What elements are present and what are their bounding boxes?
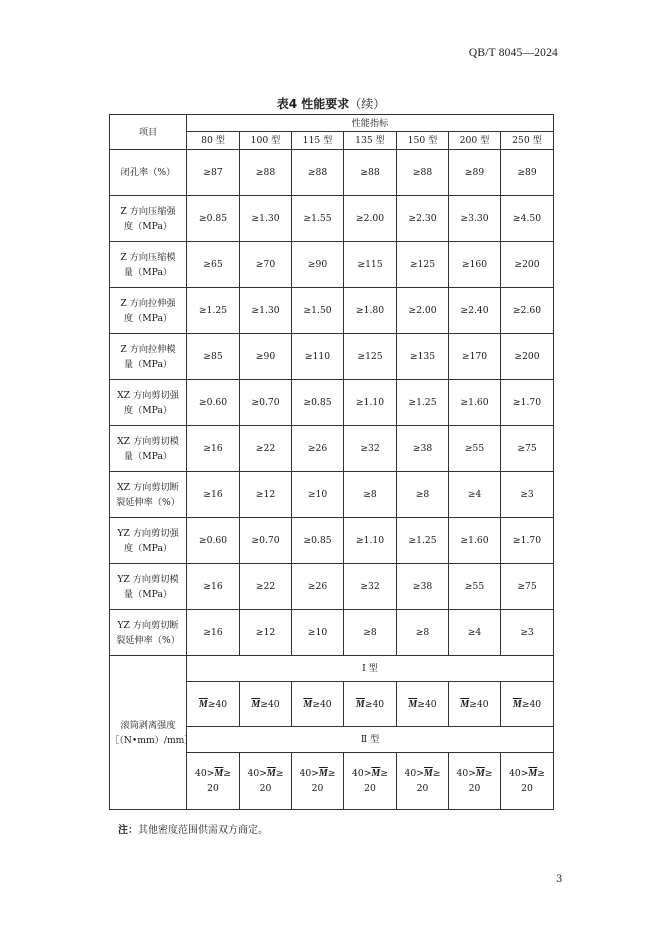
table-cell: ≥1.25 xyxy=(397,380,449,426)
table-cell: ≥0.60 xyxy=(187,380,240,426)
table-cell: ≥2.30 xyxy=(397,196,449,242)
header-row-group xyxy=(110,115,554,132)
table-cell: ≥90 xyxy=(292,242,344,288)
table-cell: ≥3.30 xyxy=(449,196,501,242)
peel-type2-cell xyxy=(501,753,554,810)
row-label-line: 量（MPa） xyxy=(123,588,173,600)
table-cell: ≥1.30 xyxy=(240,288,292,334)
table-cell: ≥0.70 xyxy=(240,380,292,426)
column-header: 115 型 xyxy=(292,132,344,150)
table-cell: ≥4 xyxy=(449,610,501,656)
peel-type2-cell xyxy=(187,753,240,810)
table-cell: ≥32 xyxy=(344,564,397,610)
peel-type2-rel: ≥ xyxy=(432,768,441,779)
standard-code: QB/T 8045—2024 xyxy=(468,47,558,59)
row-label-line: Z 方向压缩模 xyxy=(120,251,176,263)
note-text: 其他密度范围供需双方商定。 xyxy=(138,825,268,836)
peel-type2-low: 20 xyxy=(259,783,272,794)
peel-type2-prefix: 40> xyxy=(352,768,372,779)
table-cell: ≥2.60 xyxy=(501,288,554,334)
table-cell: ≥1.70 xyxy=(501,518,554,564)
table-cell: ≥70 xyxy=(240,242,292,288)
item-header: 项目 xyxy=(110,115,187,150)
table-cell: ≥0.85 xyxy=(292,518,344,564)
table-cell: ≥3 xyxy=(501,472,554,518)
row-label-line: 量（MPa） xyxy=(123,266,173,278)
table-note xyxy=(118,821,268,836)
mean-m-symbol: $\overline{M}$ xyxy=(475,768,485,779)
row-label-line: 闭孔率（%） xyxy=(120,167,176,178)
table-row xyxy=(110,564,554,610)
table-title-main: 表4 性能要求 xyxy=(276,97,350,111)
mean-m-symbol: $\overline{M}$ xyxy=(528,768,538,779)
table-cell: ≥90 xyxy=(240,334,292,380)
table-cell: ≥8 xyxy=(344,610,397,656)
row-label xyxy=(110,288,187,334)
table-cell: ≥12 xyxy=(240,472,292,518)
page-number: 3 xyxy=(556,874,563,885)
table-cell: ≥16 xyxy=(187,564,240,610)
table-row xyxy=(110,380,554,426)
row-label xyxy=(110,334,187,380)
row-label-line: 度（MPa） xyxy=(123,542,173,554)
table-cell: ≥32 xyxy=(344,426,397,472)
peel-type1-cell xyxy=(397,682,449,727)
peel-type2-rel: ≥ xyxy=(327,768,336,779)
table-cell: ≥4.50 xyxy=(501,196,554,242)
table-cell: ≥1.60 xyxy=(449,518,501,564)
table-row xyxy=(110,196,554,242)
column-header: 250 型 xyxy=(501,132,554,150)
peel-type1-value: ≥40 xyxy=(312,698,332,710)
peel-type2-rel: ≥ xyxy=(484,768,493,779)
table-cell: ≥135 xyxy=(397,334,449,380)
peel-type2-low: 20 xyxy=(311,783,324,794)
peel-type2-rel: ≥ xyxy=(537,768,545,779)
performance-table xyxy=(109,114,554,810)
mean-m-symbol: $\overline{M}$ xyxy=(198,698,208,710)
peel-type2-prefix: 40> xyxy=(299,768,319,779)
row-label-line: XZ 方向剪切强 xyxy=(117,389,179,401)
mean-m-symbol: $\overline{M}$ xyxy=(355,698,365,710)
mean-m-symbol: $\overline{M}$ xyxy=(512,698,522,710)
table-cell: ≥2.00 xyxy=(397,288,449,334)
table-cell: ≥38 xyxy=(397,426,449,472)
table-cell: ≥110 xyxy=(292,334,344,380)
table-cell: ≥0.85 xyxy=(292,380,344,426)
table-title-continued: （续） xyxy=(349,97,386,111)
table-cell: ≥2.40 xyxy=(449,288,501,334)
table-row xyxy=(110,518,554,564)
peel-type1-cell xyxy=(449,682,501,727)
peel-type1-value: ≥40 xyxy=(417,698,437,710)
table-cell: ≥55 xyxy=(449,564,501,610)
table-row xyxy=(110,288,554,334)
table-cell: ≥160 xyxy=(449,242,501,288)
peel-type1-value: ≥40 xyxy=(469,698,489,710)
mean-m-symbol: $\overline{M}$ xyxy=(423,768,433,779)
table-row xyxy=(110,150,554,196)
row-label-line: 度（MPa） xyxy=(123,404,173,416)
peel-type2-cell xyxy=(240,753,292,810)
row-label-line: Z 方向拉伸模 xyxy=(120,343,176,355)
table-cell: ≥75 xyxy=(501,564,554,610)
table-cell: ≥200 xyxy=(501,334,554,380)
peel-type1-cell xyxy=(501,682,554,727)
row-label-line: XZ 方向剪切模 xyxy=(117,435,179,447)
peel-type2-cell xyxy=(449,753,501,810)
row-label-line: Z 方向拉伸强 xyxy=(120,297,176,309)
table-cell: ≥75 xyxy=(501,426,554,472)
row-label xyxy=(110,472,187,518)
table-cell: ≥170 xyxy=(449,334,501,380)
row-label-line: 量（MPa） xyxy=(123,358,173,370)
row-label xyxy=(110,518,187,564)
table-row xyxy=(110,334,554,380)
table-cell: ≥1.30 xyxy=(240,196,292,242)
table-cell: ≥1.10 xyxy=(344,518,397,564)
table-cell: ≥1.60 xyxy=(449,380,501,426)
table-cell: ≥1.10 xyxy=(344,380,397,426)
peel-type2-prefix: 40> xyxy=(509,768,529,779)
mean-m-symbol: $\overline{M}$ xyxy=(318,768,328,779)
mean-m-symbol: $\overline{M}$ xyxy=(266,768,276,779)
column-header: 200 型 xyxy=(449,132,501,150)
table-cell: ≥88 xyxy=(397,150,449,196)
peel-type1-cell xyxy=(187,682,240,727)
peel-label-line: 滚筒剥离强度 xyxy=(120,719,176,731)
table-cell: ≥65 xyxy=(187,242,240,288)
type1-label: Ⅰ 型 xyxy=(187,656,554,682)
table-row xyxy=(110,426,554,472)
row-label-line: 度（MPa） xyxy=(123,220,173,232)
row-label-line: YZ 方向剪切强 xyxy=(117,527,179,539)
peel-type2-rel: ≥ xyxy=(380,768,388,779)
table-row xyxy=(110,472,554,518)
table-cell: ≥88 xyxy=(344,150,397,196)
table-cell: ≥0.60 xyxy=(187,518,240,564)
peel-type1-value: ≥40 xyxy=(364,698,385,710)
table-cell: ≥89 xyxy=(449,150,501,196)
column-header: 80 型 xyxy=(187,132,240,150)
row-label-line: 度（MPa） xyxy=(123,312,173,324)
table-cell: ≥38 xyxy=(397,564,449,610)
peel-type2-prefix: 40> xyxy=(247,768,267,779)
table-cell: ≥115 xyxy=(344,242,397,288)
row-label-line: YZ 方向剪切模 xyxy=(117,573,179,585)
table-cell: ≥1.55 xyxy=(292,196,344,242)
peel-type1-label-row xyxy=(110,656,554,682)
mean-m-symbol: $\overline{M}$ xyxy=(251,698,261,710)
group-header: 性能指标 xyxy=(187,115,554,132)
table-cell: ≥1.50 xyxy=(292,288,344,334)
peel-type2-prefix: 40> xyxy=(456,768,476,779)
peel-type2-low: 20 xyxy=(468,783,481,794)
peel-type1-value: ≥40 xyxy=(521,698,542,710)
table-cell: ≥26 xyxy=(292,564,344,610)
row-label-line: 裂延伸率（%） xyxy=(116,496,180,508)
table-cell: ≥55 xyxy=(449,426,501,472)
table-cell: ≥8 xyxy=(397,472,449,518)
peel-type1-cell xyxy=(292,682,344,727)
table-row xyxy=(110,610,554,656)
peel-type1-cell xyxy=(344,682,397,727)
table-cell: ≥8 xyxy=(397,610,449,656)
table-cell: ≥88 xyxy=(240,150,292,196)
table-row xyxy=(110,242,554,288)
table-cell: ≥1.25 xyxy=(397,518,449,564)
table-cell: ≥16 xyxy=(187,426,240,472)
peel-type2-low: 20 xyxy=(364,783,376,794)
row-label-line: 裂延伸率（%） xyxy=(116,634,180,646)
table-cell: ≥1.80 xyxy=(344,288,397,334)
mean-m-symbol: $\overline{M}$ xyxy=(408,698,418,710)
note-prefix: 注： xyxy=(118,825,138,836)
peel-type2-low: 20 xyxy=(521,783,533,794)
table-cell: ≥22 xyxy=(240,426,292,472)
row-label xyxy=(110,564,187,610)
table-cell: ≥16 xyxy=(187,472,240,518)
table-cell: ≥4 xyxy=(449,472,501,518)
table-cell: ≥26 xyxy=(292,426,344,472)
table-cell: ≥2.00 xyxy=(344,196,397,242)
peel-type2-cell xyxy=(292,753,344,810)
peel-type2-cell xyxy=(344,753,397,810)
row-label-line: YZ 方向剪切断 xyxy=(117,619,179,631)
table-cell: ≥12 xyxy=(240,610,292,656)
table-cell: ≥85 xyxy=(187,334,240,380)
mean-m-symbol: $\overline{M}$ xyxy=(303,698,313,710)
type2-label: Ⅱ 型 xyxy=(187,727,554,753)
row-label xyxy=(110,610,187,656)
table-cell: ≥10 xyxy=(292,472,344,518)
peel-type2-cell xyxy=(397,753,449,810)
table-cell: ≥16 xyxy=(187,610,240,656)
peel-type2-rel: ≥ xyxy=(223,768,231,779)
table-cell: ≥125 xyxy=(344,334,397,380)
table-cell: ≥22 xyxy=(240,564,292,610)
column-header: 100 型 xyxy=(240,132,292,150)
table-cell: ≥10 xyxy=(292,610,344,656)
peel-type2-low: 20 xyxy=(207,783,219,794)
table-cell: ≥125 xyxy=(397,242,449,288)
column-header: 150 型 xyxy=(397,132,449,150)
row-label xyxy=(110,150,187,196)
row-label xyxy=(110,196,187,242)
row-label-line: 量（MPa） xyxy=(123,450,173,462)
row-label xyxy=(110,380,187,426)
table-cell: ≥200 xyxy=(501,242,554,288)
peel-type2-prefix: 40> xyxy=(404,768,424,779)
peel-label-line: ［（N•mm）/mm］ xyxy=(110,734,194,746)
peel-type1-cell xyxy=(240,682,292,727)
table-cell: ≥8 xyxy=(344,472,397,518)
table-cell: ≥1.70 xyxy=(501,380,554,426)
peel-strength-label xyxy=(110,656,194,810)
table-title xyxy=(0,95,662,112)
mean-m-symbol: $\overline{M}$ xyxy=(460,698,470,710)
row-label-line: Z 方向压缩强 xyxy=(120,205,176,217)
peel-type2-rel: ≥ xyxy=(275,768,284,779)
table-cell: ≥3 xyxy=(501,610,554,656)
peel-type1-value: ≥40 xyxy=(207,698,228,710)
peel-type2-prefix: 40> xyxy=(195,768,215,779)
row-label xyxy=(110,426,187,472)
peel-type2-low: 20 xyxy=(416,783,429,794)
table-cell: ≥1.25 xyxy=(187,288,240,334)
row-label-line: XZ 方向剪切断 xyxy=(117,481,179,493)
table-cell: ≥0.85 xyxy=(187,196,240,242)
mean-m-symbol: $\overline{M}$ xyxy=(371,768,381,779)
table-cell: ≥88 xyxy=(292,150,344,196)
column-header: 135 型 xyxy=(344,132,397,150)
table-cell: ≥0.70 xyxy=(240,518,292,564)
table-cell: ≥87 xyxy=(187,150,240,196)
peel-type1-value: ≥40 xyxy=(260,698,280,710)
table-cell: ≥89 xyxy=(501,150,554,196)
mean-m-symbol: $\overline{M}$ xyxy=(214,768,224,779)
row-label xyxy=(110,242,187,288)
